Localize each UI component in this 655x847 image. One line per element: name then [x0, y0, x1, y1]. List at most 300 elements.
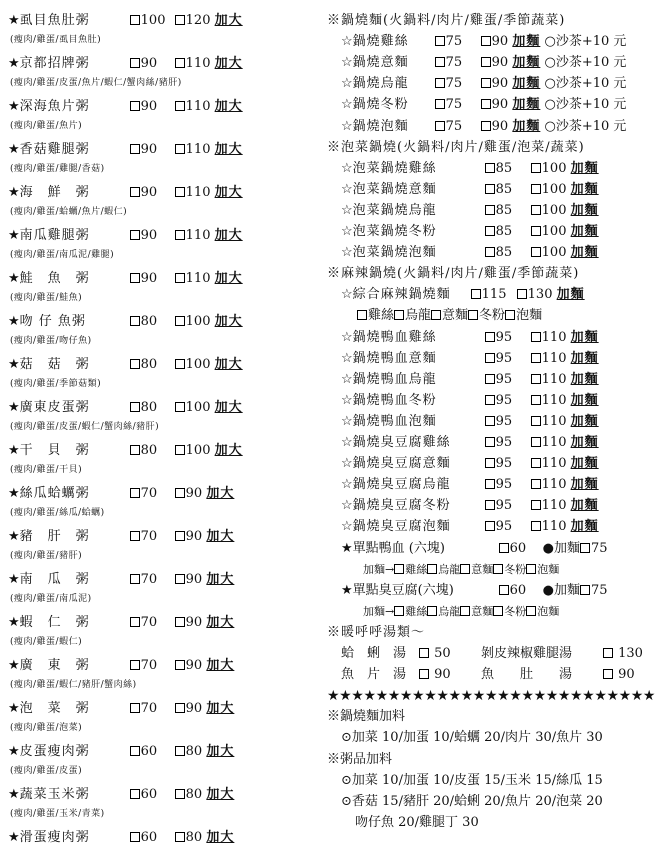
price-option-large[interactable]	[531, 223, 599, 241]
price-checkbox[interactable]	[130, 359, 140, 369]
price-option-regular[interactable]	[435, 54, 481, 72]
price-option-large[interactable]	[531, 244, 599, 262]
section-hotpot-noodles: ※鍋燒麵(火鍋料/肉片/雞蛋/季節蔬菜)	[327, 13, 566, 28]
upsize-label: 加大	[214, 185, 243, 200]
item-name: 南 瓜 粥	[19, 572, 90, 587]
congee-item	[8, 270, 243, 288]
price-option-large[interactable]	[531, 455, 599, 473]
price-checkbox[interactable]	[175, 359, 185, 369]
price-checkbox[interactable]	[485, 395, 495, 405]
price-checkbox[interactable]	[531, 416, 541, 426]
price-option-regular[interactable]	[130, 141, 175, 159]
price-option-large[interactable]	[175, 98, 243, 116]
price-checkbox[interactable]	[175, 746, 185, 756]
price-checkbox[interactable]	[130, 445, 140, 455]
noodle-choice[interactable]	[526, 603, 559, 621]
soup-price-option[interactable]	[603, 666, 635, 684]
price-option-regular[interactable]	[130, 227, 175, 245]
price-option-regular[interactable]	[485, 244, 531, 262]
noodle-choice-checkbox[interactable]	[394, 310, 404, 320]
item-star-icon: ★	[8, 142, 20, 157]
price-option-large[interactable]	[175, 356, 243, 374]
price-checkbox[interactable]	[175, 316, 185, 326]
price-option-regular[interactable]	[130, 399, 175, 417]
congee-item	[8, 227, 243, 245]
section-soups: ※暖呼呼湯類～	[327, 624, 426, 640]
price-option-large[interactable]	[175, 55, 243, 73]
price-option-large[interactable]	[531, 181, 599, 199]
noodle-choice[interactable]	[460, 561, 493, 579]
price-option-large[interactable]	[481, 118, 541, 136]
item-star-icon: ☆	[341, 477, 353, 493]
add-noodle-prefix: 加麵→	[363, 562, 395, 576]
item-star-icon: ☆	[341, 329, 353, 345]
price-checkbox[interactable]	[531, 374, 541, 384]
price-checkbox[interactable]	[485, 184, 495, 194]
item-star-icon: ★	[8, 787, 20, 802]
item-name: 菇 菇 粥	[19, 357, 90, 372]
item-name: 深海魚片粥	[19, 99, 90, 114]
item-star-icon: ☆	[341, 456, 353, 472]
price-checkbox[interactable]	[419, 648, 429, 658]
price-checkbox[interactable]	[175, 574, 185, 584]
price-option-regular[interactable]	[130, 184, 175, 202]
price-option-large[interactable]	[531, 476, 599, 494]
price-checkbox[interactable]	[130, 15, 140, 25]
price-checkbox[interactable]	[130, 703, 140, 713]
price-checkbox[interactable]	[481, 99, 491, 109]
congee-item	[8, 700, 234, 718]
upsize-label: 加大	[214, 443, 243, 458]
price-checkbox[interactable]	[130, 617, 140, 627]
price-option-regular[interactable]	[130, 98, 175, 116]
soup-price-option[interactable]	[603, 645, 643, 663]
price-option-large[interactable]	[531, 371, 599, 389]
noodle-choice-checkbox[interactable]	[431, 310, 441, 320]
price-option-regular[interactable]	[130, 270, 175, 288]
satay-option[interactable]: ○沙茶+10 元	[544, 55, 627, 71]
price-option-large[interactable]	[481, 33, 541, 51]
add-noodle-label: 加麵	[512, 97, 541, 113]
price-checkbox[interactable]	[485, 374, 495, 384]
menu-item	[341, 160, 599, 178]
noodle-choice-checkbox[interactable]	[357, 310, 367, 320]
congee-item	[8, 571, 234, 589]
price-checkbox[interactable]	[531, 353, 541, 363]
price-large: 100	[185, 400, 211, 415]
price-large: 90	[491, 34, 509, 50]
noodle-choice-checkbox[interactable]	[394, 606, 404, 616]
price-checkbox[interactable]	[175, 531, 185, 541]
price-option-large[interactable]	[481, 96, 541, 114]
item-star-icon: ☆	[341, 371, 353, 387]
price-checkbox[interactable]	[130, 101, 140, 111]
price-regular: 80	[140, 314, 158, 329]
soup-row	[341, 666, 635, 684]
add-noodle-option[interactable]	[543, 582, 608, 600]
price-checkbox[interactable]	[175, 58, 185, 68]
price-option-regular[interactable]	[130, 485, 175, 503]
price-option-large[interactable]	[531, 350, 599, 368]
price-checkbox[interactable]	[481, 57, 491, 67]
noodle-choice[interactable]	[357, 307, 394, 325]
congee-item	[8, 184, 243, 202]
menu-item	[341, 118, 626, 136]
price-checkbox[interactable]	[175, 488, 185, 498]
price-option-regular[interactable]	[485, 329, 531, 347]
price-checkbox[interactable]	[471, 289, 481, 299]
price-checkbox[interactable]	[130, 58, 140, 68]
price-option-regular[interactable]	[485, 350, 531, 368]
price-option-large[interactable]	[531, 413, 599, 431]
item-name: 虱目魚肚粥	[19, 13, 90, 28]
price-option-large[interactable]	[175, 12, 243, 30]
price-option-regular[interactable]	[130, 700, 175, 718]
price-option-large[interactable]	[175, 614, 235, 632]
price-checkbox[interactable]	[175, 15, 185, 25]
satay-option[interactable]: ○沙茶+10 元	[544, 76, 627, 92]
price-option-regular[interactable]	[130, 571, 175, 589]
price-checkbox[interactable]	[485, 521, 495, 531]
price-checkbox[interactable]	[175, 832, 185, 842]
price-checkbox[interactable]	[531, 247, 541, 257]
price-checkbox[interactable]	[175, 101, 185, 111]
soup-price-option[interactable]	[419, 645, 481, 663]
price-option-regular[interactable]	[130, 614, 175, 632]
price-checkbox[interactable]	[435, 121, 445, 131]
price-large: 90	[491, 76, 509, 92]
price-option-regular[interactable]	[435, 33, 481, 51]
price-option-large[interactable]	[175, 700, 235, 718]
noodle-choice-checkbox[interactable]	[427, 606, 437, 616]
price-option-large[interactable]	[531, 518, 599, 536]
add-noodle-label: 加麵	[512, 34, 541, 50]
price-option-regular[interactable]	[130, 743, 175, 761]
price-checkbox[interactable]	[485, 226, 495, 236]
price-option-large[interactable]	[175, 184, 243, 202]
price-option-regular[interactable]	[130, 356, 175, 374]
price-checkbox[interactable]	[481, 78, 491, 88]
price-checkbox[interactable]	[130, 402, 140, 412]
price-option-large[interactable]	[175, 227, 243, 245]
price-checkbox[interactable]	[531, 500, 541, 510]
price-regular: 85	[495, 181, 513, 197]
price-option-regular[interactable]	[485, 476, 531, 494]
price-checkbox[interactable]	[485, 247, 495, 257]
price-option-regular[interactable]	[485, 181, 531, 199]
price-checkbox[interactable]	[130, 789, 140, 799]
noodle-choice-checkbox[interactable]	[468, 310, 478, 320]
price-checkbox[interactable]	[485, 479, 495, 489]
item-star-icon: ☆	[341, 224, 353, 239]
upsize-label: 加大	[206, 830, 235, 845]
price-regular: 75	[445, 34, 463, 50]
price-regular: 95	[495, 519, 513, 535]
price-checkbox[interactable]	[603, 648, 613, 658]
price-option-regular[interactable]	[471, 286, 517, 304]
price-large: 110	[541, 371, 567, 387]
price-checkbox[interactable]	[175, 187, 185, 197]
price-checkbox[interactable]	[499, 585, 509, 595]
upsize-label: 加大	[214, 357, 243, 372]
price-option-large[interactable]	[481, 54, 541, 72]
item-name: 泡菜鍋燒意麵	[352, 181, 437, 197]
price-option-large[interactable]	[531, 392, 599, 410]
item-description: (瘦肉/雞蛋/玉米/青菜)	[10, 809, 105, 819]
price-checkbox[interactable]	[531, 458, 541, 468]
price-option-regular[interactable]	[499, 582, 543, 600]
congee-item	[8, 98, 243, 116]
price-option-large[interactable]	[175, 270, 243, 288]
price-option-regular[interactable]	[485, 455, 531, 473]
price-checkbox[interactable]	[435, 78, 445, 88]
noodle-choice[interactable]	[394, 603, 427, 621]
price-checkbox[interactable]	[130, 660, 140, 670]
noodle-choice-label: 意麵	[442, 308, 469, 324]
price-checkbox[interactable]	[481, 121, 491, 131]
price-checkbox[interactable]	[130, 832, 140, 842]
price-option-regular[interactable]	[130, 12, 175, 30]
price-option-regular[interactable]	[435, 96, 481, 114]
price-checkbox[interactable]	[130, 531, 140, 541]
congee-item	[8, 485, 234, 503]
item-name: 京都招牌粥	[19, 56, 90, 71]
price-regular: 75	[445, 55, 463, 71]
price-option-large[interactable]	[175, 786, 235, 804]
price-option-large[interactable]	[531, 160, 599, 178]
price-large: 100	[185, 314, 211, 329]
price-option-regular[interactable]	[130, 313, 175, 331]
price-large: 100	[541, 202, 567, 218]
price-option-regular[interactable]	[485, 202, 531, 220]
noodle-choice[interactable]	[431, 307, 468, 325]
price-option-regular[interactable]	[435, 75, 481, 93]
noodle-choice-checkbox[interactable]	[526, 564, 536, 574]
price-checkbox[interactable]	[175, 617, 185, 627]
price-option-large[interactable]	[531, 329, 599, 347]
price-large: 90	[491, 118, 509, 134]
soup-price-option[interactable]	[419, 666, 481, 684]
price-checkbox[interactable]	[481, 36, 491, 46]
price-option-large[interactable]	[175, 399, 243, 417]
satay-option[interactable]: ○沙茶+10 元	[544, 118, 627, 134]
price-option-large[interactable]	[175, 485, 235, 503]
noodle-choice-checkbox[interactable]	[460, 606, 470, 616]
price-regular: 95	[495, 435, 513, 450]
item-name: 鍋燒鴨血意麵	[352, 350, 437, 366]
menu-item	[341, 181, 599, 199]
price-option-large[interactable]	[175, 313, 243, 331]
price-option-large[interactable]	[517, 286, 585, 304]
price-checkbox[interactable]	[175, 144, 185, 154]
price-checkbox[interactable]	[485, 437, 495, 447]
price-checkbox[interactable]	[175, 445, 185, 455]
price-option-large[interactable]	[481, 75, 541, 93]
price-option-large[interactable]	[531, 202, 599, 220]
price-checkbox[interactable]	[485, 500, 495, 510]
price-option-large[interactable]	[175, 442, 243, 460]
noodle-choice-checkbox[interactable]	[505, 310, 515, 320]
price-checkbox[interactable]	[175, 273, 185, 283]
price-checkbox[interactable]	[580, 543, 590, 553]
price-option-regular[interactable]	[130, 55, 175, 73]
noodle-choice-checkbox[interactable]	[427, 564, 437, 574]
price-option-regular[interactable]	[130, 657, 175, 675]
congee-item	[8, 141, 243, 159]
price-checkbox[interactable]	[531, 226, 541, 236]
price-checkbox[interactable]	[603, 669, 613, 679]
item-star-icon: ★	[8, 314, 20, 329]
noodle-choice[interactable]	[505, 307, 542, 325]
item-description: (瘦肉/雞蛋/蝦仁/豬肝/蟹肉絲)	[10, 680, 137, 690]
price-regular: 95	[495, 371, 513, 387]
price-checkbox[interactable]	[531, 437, 541, 447]
price-checkbox[interactable]	[517, 289, 527, 299]
soup-name: 剝皮辣椒雞腿湯	[481, 646, 573, 661]
noodle-choice[interactable]	[468, 307, 505, 325]
price-regular: 85	[495, 245, 513, 261]
price-option-large[interactable]	[175, 743, 235, 761]
soup-price: 90	[434, 667, 451, 683]
price-option-large[interactable]	[175, 528, 235, 546]
price-checkbox[interactable]	[531, 395, 541, 405]
item-star-icon: ★	[8, 615, 20, 630]
price-regular: 90	[140, 142, 158, 157]
item-star-icon: ★	[8, 701, 20, 716]
price-checkbox[interactable]	[419, 669, 429, 679]
price-checkbox[interactable]	[435, 36, 445, 46]
price-checkbox[interactable]	[175, 789, 185, 799]
congee-item	[8, 55, 243, 73]
price-option-regular[interactable]	[485, 223, 531, 241]
price-option-large[interactable]	[531, 497, 599, 515]
noodle-choice-checkbox[interactable]	[526, 606, 536, 616]
upsize-label: 加大	[206, 529, 235, 544]
item-star-icon: ☆	[341, 435, 353, 450]
noodle-choice[interactable]	[427, 561, 460, 579]
noodle-choice-label: 意麵	[471, 604, 494, 618]
noodle-choice-label: 泡麵	[537, 604, 560, 618]
price-regular: 60	[140, 830, 158, 845]
price-checkbox[interactable]	[175, 703, 185, 713]
price-checkbox[interactable]	[435, 57, 445, 67]
price-option-regular[interactable]	[130, 528, 175, 546]
price-checkbox[interactable]	[175, 230, 185, 240]
noodle-choice-label: 冬粉	[479, 308, 506, 324]
price-regular: 95	[495, 477, 513, 493]
noodle-choice-label: 冬粉	[504, 604, 527, 618]
price-checkbox[interactable]	[130, 273, 140, 283]
price-checkbox[interactable]	[580, 585, 590, 595]
single-item	[341, 582, 608, 600]
price-checkbox[interactable]	[531, 521, 541, 531]
price-checkbox[interactable]	[130, 746, 140, 756]
item-star-icon: ☆	[341, 392, 353, 408]
price-checkbox[interactable]	[499, 543, 509, 553]
upsize-label: 加大	[214, 400, 243, 415]
price-checkbox[interactable]	[485, 205, 495, 215]
price-checkbox[interactable]	[130, 316, 140, 326]
price-option-regular[interactable]	[130, 829, 175, 847]
satay-option[interactable]: ○沙茶+10 元	[544, 97, 627, 113]
noodle-choice[interactable]	[427, 603, 460, 621]
price-checkbox[interactable]	[531, 205, 541, 215]
price-regular: 90	[140, 185, 158, 200]
noodle-choice[interactable]	[493, 603, 526, 621]
noodle-choice-checkbox[interactable]	[460, 564, 470, 574]
price-checkbox[interactable]	[531, 332, 541, 342]
price-checkbox[interactable]	[175, 660, 185, 670]
price-option-large[interactable]	[175, 141, 243, 159]
price-checkbox[interactable]	[130, 574, 140, 584]
single-item	[341, 540, 608, 558]
price-checkbox[interactable]	[130, 488, 140, 498]
price-checkbox[interactable]	[485, 163, 495, 173]
price-option-large[interactable]	[175, 571, 235, 589]
noodle-choice-checkbox[interactable]	[493, 564, 503, 574]
price-option-regular[interactable]	[485, 518, 531, 536]
price-checkbox[interactable]	[485, 332, 495, 342]
price-option-regular[interactable]	[499, 540, 543, 558]
add-noodle-label: 加麵	[570, 456, 599, 472]
price-option-regular[interactable]	[485, 392, 531, 410]
item-name: 滑蛋瘦肉粥	[19, 830, 90, 845]
menu-item	[341, 286, 585, 304]
noodle-choice[interactable]	[493, 561, 526, 579]
price-checkbox[interactable]	[175, 402, 185, 412]
price-checkbox[interactable]	[485, 353, 495, 363]
price-large: 100	[185, 443, 211, 458]
noodle-choice-checkbox[interactable]	[394, 564, 404, 574]
price-option-regular[interactable]	[130, 442, 175, 460]
noodle-choice[interactable]	[394, 561, 427, 579]
item-star-icon: ☆	[341, 498, 353, 514]
noodle-choice[interactable]	[526, 561, 559, 579]
price-checkbox[interactable]	[485, 416, 495, 426]
price-option-regular[interactable]	[485, 434, 531, 452]
price-option-regular[interactable]	[485, 497, 531, 515]
price-regular: 60	[140, 744, 158, 759]
price-checkbox[interactable]	[435, 99, 445, 109]
price-checkbox[interactable]	[130, 187, 140, 197]
upsize-label: 加大	[206, 658, 235, 673]
satay-option[interactable]: ○沙茶+10 元	[544, 34, 627, 50]
price-option-regular[interactable]	[435, 118, 481, 136]
price-checkbox[interactable]	[531, 163, 541, 173]
price-checkbox[interactable]	[130, 230, 140, 240]
item-name: 吻 仔 魚粥	[19, 314, 86, 329]
price-checkbox[interactable]	[531, 479, 541, 489]
price-option-large[interactable]	[531, 434, 599, 452]
item-star-icon: ★	[8, 658, 20, 673]
price-option-large[interactable]	[175, 657, 235, 675]
price-option-regular[interactable]	[485, 371, 531, 389]
price-option-large[interactable]	[175, 829, 235, 847]
noodle-choice[interactable]	[394, 307, 431, 325]
noodle-choice[interactable]	[460, 603, 493, 621]
add-noodle-option[interactable]	[543, 540, 608, 558]
menu-item	[341, 455, 599, 473]
price-checkbox[interactable]	[531, 184, 541, 194]
noodle-choice-checkbox[interactable]	[493, 606, 503, 616]
item-star-icon: ☆	[341, 118, 353, 134]
price-option-regular[interactable]	[485, 413, 531, 431]
price-option-regular[interactable]	[130, 786, 175, 804]
price-checkbox[interactable]	[130, 144, 140, 154]
price-option-regular[interactable]	[485, 160, 531, 178]
price-checkbox[interactable]	[485, 458, 495, 468]
item-star-icon: ☆	[341, 519, 353, 535]
